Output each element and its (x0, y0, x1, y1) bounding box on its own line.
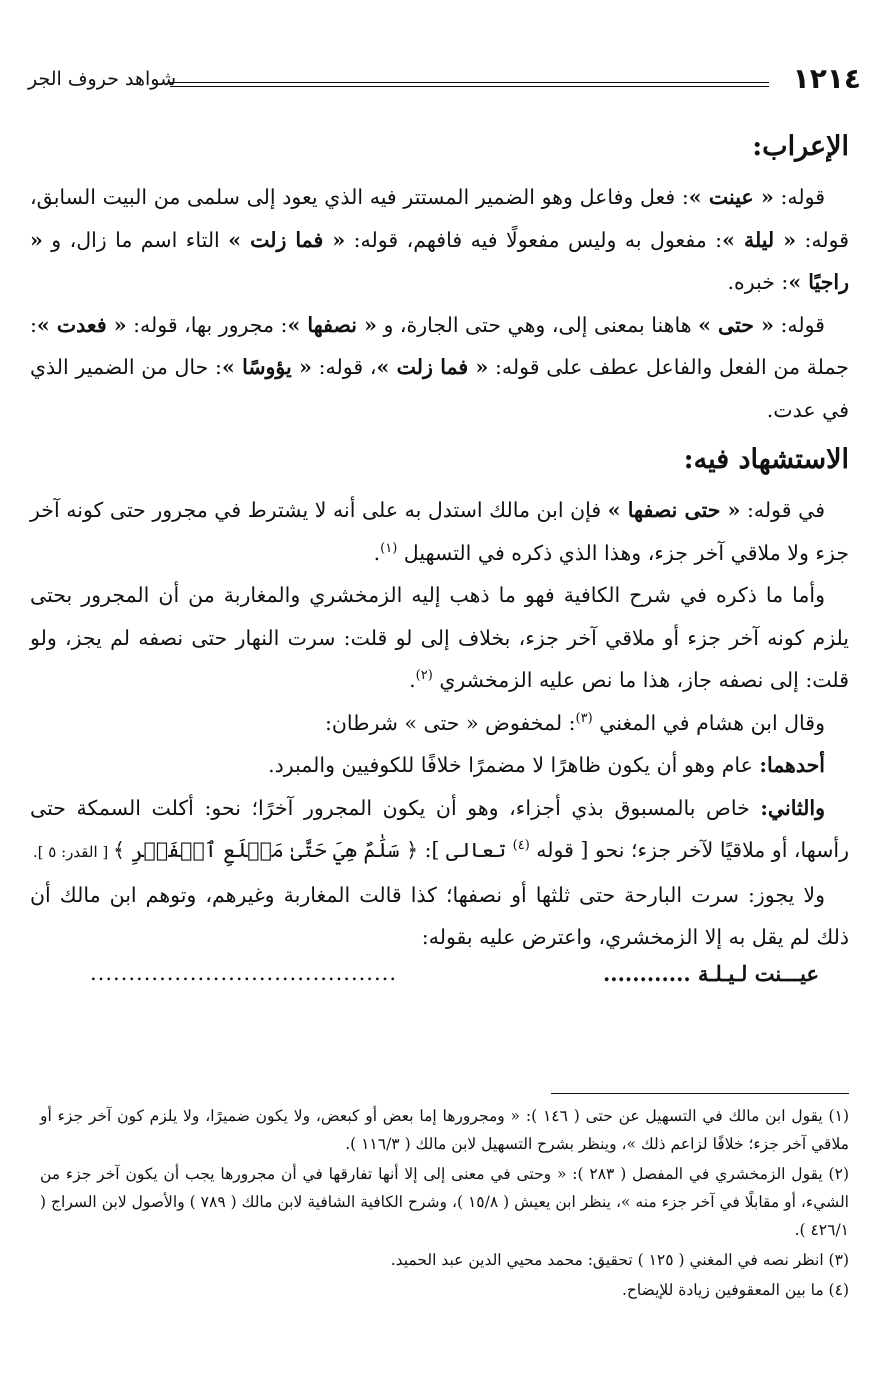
paragraph (30, 874, 849, 959)
footnote-ref[interactable]: (٣) (575, 710, 593, 726)
text-run: : حال من الضمير الذي في عدت. (30, 355, 849, 422)
quoted-word: « يؤوسًا » (221, 355, 312, 379)
quoted-word: « فعدت » (36, 312, 127, 337)
text-run: وقال ابن هشام في المغني (592, 710, 825, 735)
text-run: : مفعول به وليس مفعولًا فيه فافهم، قوله: (345, 227, 723, 252)
quran-verse: ﴿ سَلَٰمٌ هِيَ حَتَّىٰ مَطۡلَعِ ٱلۡفَجۡرِ ﴾ (113, 838, 419, 862)
quoted-word: « نصفها » (287, 312, 377, 337)
text-run: عام وهو أن يكون ظاهرًا لا مضمرًا خلافًا للكوفيين والمبرد. (268, 753, 760, 777)
footnote-ref[interactable]: (٤) (512, 838, 530, 854)
section-heading-irab: الإعراب: (752, 131, 849, 162)
text-run: التاء اسم ما زال، و (42, 227, 229, 252)
text-run: : لمخفوض « حتى » شرطان: (324, 710, 576, 735)
footnote-ref[interactable]: (٢) (415, 668, 433, 684)
text-run: قوله: (773, 185, 826, 209)
text-run: خاص بالمسبوق بذي أجزاء، وهو أن يكون المجرور آخرًا؛ نحو: أكلت السمكة حتى رأسها، أو ملاقيًا لآخر جزء؛ نحو [ قوله (30, 795, 849, 862)
poetry-verse (30, 959, 849, 1003)
quoted-word: « راجيًا » (30, 227, 849, 294)
running-title: شواهد حروف الجر (28, 68, 177, 90)
quoted-word: « ليلة » (722, 227, 797, 252)
quoted-word: « فما زلت » (376, 355, 489, 379)
header-rule (170, 82, 769, 87)
footnote-1: (١) يقول ابن مالك في التسهيل عن حتى ( ١٤٦ ): « ومجرورها إما بعض أو كبعض، ولا يكون ضميرًا، ولا يلزم كون آخر جزء أو ملاقي آخر جزء؛ خلافًا لزاعم ذلك »، وينظر بشرح التسهيل لابن مالك ( ١١٦/٣ ). (40, 1107, 849, 1153)
text-run: : فعل وفاعل وهو الضمير المستتر فيه الذي يعود إلى سلمى من البيت السابق، قوله: (30, 185, 850, 252)
paragraph (30, 744, 849, 787)
text-run: ، قوله: (311, 355, 377, 379)
text-run: وأما ما ذكره في شرح الكافية فهو ما ذهب إليه الزمخشري والمغاربة من أن المجرور بحتى يلزم كونه آخر جزء أو ملاقي آخر جزء، بخلاف إلى لو قلت: سرت النهار حتى نصفه لم يجز، ولو قلت: إلى نصفه جاز، هذا ما نص عليه الزمخشري (30, 583, 849, 692)
paragraph (30, 787, 849, 874)
quran-reference: [ القدر: ٥ ]. (32, 843, 113, 861)
verse-hemistich-right: عيـــنت لـيـلـة ............ (602, 960, 819, 986)
text-run: . (373, 540, 381, 565)
paragraph (30, 176, 849, 304)
text-run: : جملة من الفعل والفاعل عطف على قوله: (30, 312, 849, 379)
verse-hemistich-left: ........................................ (90, 960, 398, 985)
text-run: . (409, 668, 416, 692)
footnote-ref[interactable]: (١) (380, 540, 398, 556)
text-run: : مجرور بها، قوله: (126, 312, 288, 337)
footnote-4: (٤) ما بين المعقوفين زيادة للإيضاح. (621, 1281, 849, 1299)
page-header (28, 56, 861, 100)
paragraph (30, 574, 849, 702)
text-run: هاهنا بمعنى إلى، وهي حتى الجارة، و (376, 312, 699, 337)
quoted-word: « حتى نصفها » (607, 498, 741, 522)
main-text (30, 118, 849, 1003)
text-run: فإن ابن مالك استدل به على أنه لا يشترط في مجرور حتى كونه آخر جزء ولا ملاقي آخر جزء، وهذا الذي ذكره في التسهيل (30, 498, 849, 565)
paragraph (30, 304, 849, 432)
footnote-2: (٢) يقول الزمخشري في المفصل ( ٢٨٣ ): « وحتى في معنى إلى إلا أنها تفارقها في أن مجرورها يجب أن يكون آخر جزء من الشيء، أو مقابلًا في آخر جزء منه »، ينظر ابن يعيش ( ١٥/٨ )، وشرح الكافية الشافية لابن مالك ( ٧٨٩ ) والأصول لابن السراج ( ٤٢٦/١ ). (40, 1165, 849, 1239)
text-run: ولا يجوز: سرت البارحة حتى ثلثها أو نصفها؛ كذا قالت المغاربة وغيرهم، وتوهم ابن مالك أن ذلك لم يقل به إلا الزمخشري، واعترض عليه بقوله: (30, 882, 849, 949)
footnote-3: (٣) انظر نصه في المغني ( ١٢٥ ) تحقيق: محمد محيي الدين عبد الحميد. (390, 1251, 849, 1269)
paragraph (30, 489, 849, 574)
text-run: قوله: (773, 312, 825, 337)
quoted-word: « فما زلت » (228, 227, 346, 252)
text-run: تعالى ]: (418, 838, 513, 862)
quoted-word: « عينت » (688, 185, 774, 209)
text-run: : خبره. (727, 270, 789, 294)
footnote-separator (551, 1093, 849, 1094)
paragraph (30, 702, 849, 745)
label-second: والثاني: (760, 795, 825, 820)
footnotes (40, 1102, 849, 1306)
page-number: ١٢١٤ (792, 62, 861, 95)
quoted-word: « حتى » (698, 312, 774, 337)
label-first: أحدهما: (759, 753, 825, 777)
text-run: في قوله: (740, 498, 825, 522)
section-heading-istishhad: الاستشهاد فيه: (683, 444, 849, 475)
